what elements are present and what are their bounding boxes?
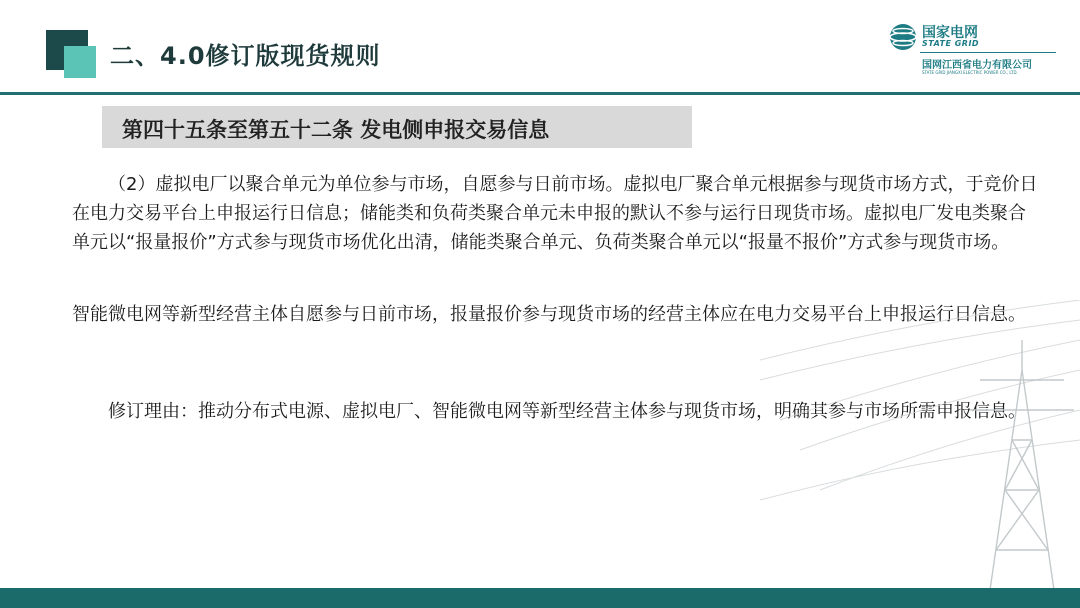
state-grid-logo [888, 20, 1068, 78]
logo-name-cn: 国家电网 [922, 25, 978, 41]
transmission-tower-background-image [760, 300, 1080, 590]
logo-company-cn: 国网江西省电力有限公司 [922, 60, 1032, 71]
body-paragraph-1: （2）虚拟电厂以聚合单元为单位参与市场，自愿参与日前市场。虚拟电厂聚合单元根据参与现货市场方式，于竞价日在电力交易平台上申报运行日信息；储能类和负荷类聚合单元未申报的默认不参与运行日现货市场。虚拟电厂发电类聚合单元以“报量报价”方式参与现货市场优化出清，储能类聚合单元、负荷类聚合单元以“报量不报价”方式参与现货市场。 [72, 174, 1038, 253]
slide-title: 二、4.0修订版现货规则 [110, 42, 381, 70]
header-decoration-light-square [64, 46, 96, 78]
body-paragraph-2: 智能微电网等新型经营主体自愿参与日前市场，报量报价参与现货市场的经营主体应在电力交易平台上申报运行日信息。 [72, 304, 1026, 325]
footer-bar [0, 588, 1080, 608]
section-heading: 第四十五条至第五十二条 发电侧申报交易信息 [122, 118, 550, 142]
logo-divider [920, 52, 1056, 53]
body-paragraph-3: 修订理由：推动分布式电源、虚拟电厂、智能微电网等新型经营主体参与现货市场，明确其参与市场所需申报信息。 [108, 401, 1026, 422]
state-grid-globe-icon [888, 22, 918, 52]
header-divider [0, 92, 1080, 95]
logo-company-en: STATE GRID JIANGXI ELECTRIC POWER CO., LTD. [922, 70, 1018, 75]
logo-name-en: STATE GRID [922, 39, 980, 48]
section-heading-box [102, 106, 692, 148]
